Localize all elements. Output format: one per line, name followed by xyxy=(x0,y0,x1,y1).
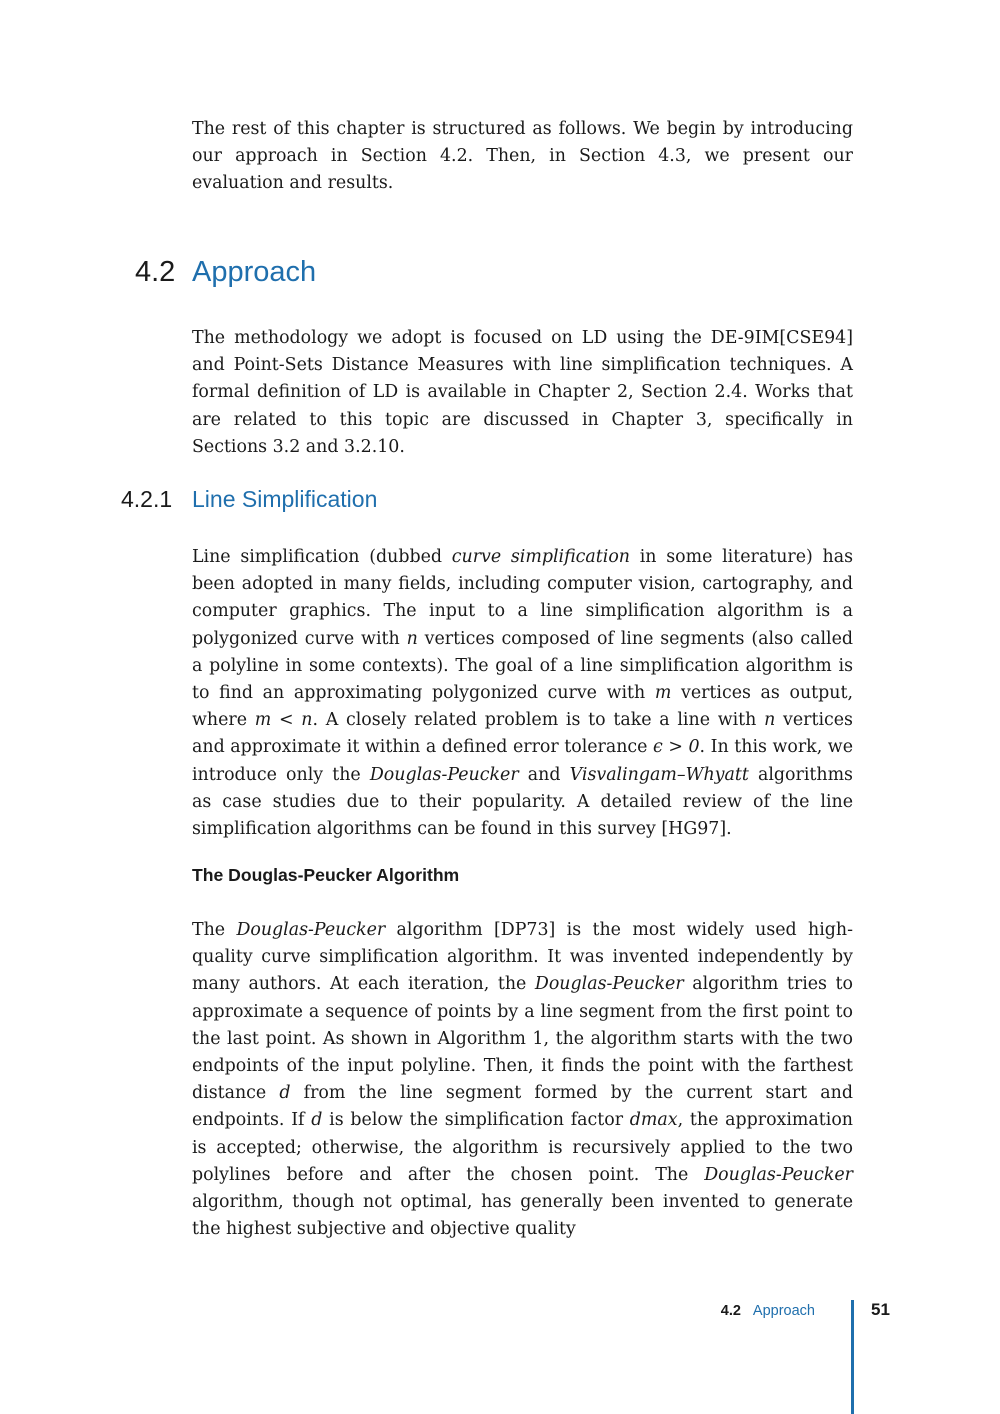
footer-section-number: 4.2 xyxy=(720,1303,741,1319)
text-run: algorithm tries to approximate a sequence of points by a line segment from the first point to the last point. As shown in Algorithm 1, the algorithm starts with the two endpoints of the input polyline. Then, it finds the point with the farthest distance xyxy=(192,974,854,1104)
section-paragraph: The methodology we adopt is focused on LD using the DE-9IM[CSE94] and Point-Sets Distance Measures with line simplification techniques. A formal definition of LD is available in Chapter 2, Section 2.4. Works that are related to this topic are discussed in Chapter 3, specifically in Sections 3.2 and 3.2.10. xyxy=(192,328,853,457)
line-simplification-paragraph xyxy=(192,544,853,843)
text-run: from the line segment formed by the current start and endpoints. If xyxy=(192,1083,853,1131)
text-run: algorithms as case studies due to their popularity. A detailed review of the line simplification algorithms can be found in this survey [HG97]. xyxy=(192,764,853,840)
math-d: d xyxy=(311,1110,323,1131)
text-run: vertices composed of line segments (also called a polyline in some contexts). The goal of a line simplification algorithm is to find an approximating polygonized curve with xyxy=(192,628,853,704)
text-run: in some literature) has been adopted in many fields, including computer vision, cartography, and computer graphics. The input to a line simplification algorithm is a polygonized curve with xyxy=(192,547,854,649)
math-m: m xyxy=(654,683,672,704)
math-n: n xyxy=(764,710,776,731)
footer-rule xyxy=(851,1300,854,1414)
math-inequality: m < n xyxy=(254,710,313,731)
math-dmax: dmax xyxy=(629,1110,678,1131)
section-heading xyxy=(135,253,316,291)
intro-paragraph: The rest of this chapter is structured as follows. We begin by introducing our approach in Section 4.2. Then, in Section 4.3, we present our evaluation and results. xyxy=(192,119,853,194)
math-epsilon: ϵ > 0 xyxy=(653,737,700,758)
text-run: . In this work, we introduce only the xyxy=(192,737,853,785)
emphasis: Douglas-Peucker xyxy=(369,764,519,785)
text-run: vertices as output, where xyxy=(192,683,853,731)
section-number: 4.2 xyxy=(135,256,176,288)
footer-section-title: Approach xyxy=(752,1303,815,1319)
section-title: Approach xyxy=(192,256,317,288)
text-run: The xyxy=(192,920,237,940)
subsection-heading xyxy=(121,484,377,514)
emphasis: Douglas-Peucker xyxy=(534,974,684,995)
page-number: 51 xyxy=(871,1300,890,1319)
subsection-number: 4.2.1 xyxy=(121,486,173,512)
subsection-title: Line Simplification xyxy=(192,486,378,512)
text-run: . A closely related problem is to take a line with xyxy=(312,710,765,731)
text-run: algorithm [DP73] is the most widely used high-quality curve simplification algorithm. It was invented independently by many authors. At each iteration, the xyxy=(192,920,853,995)
text-run: algorithm, though not optimal, has generally been invented to generate the highest subjective and objective quality xyxy=(192,1192,853,1240)
text-run: vertices and approximate it within a defined error tolerance xyxy=(192,710,853,758)
running-header xyxy=(721,1301,815,1321)
text-run: , the approximation is accepted; otherwise, the algorithm is recursively applied to the two polylines before and after the chosen point. The xyxy=(192,1110,853,1185)
emphasis: Douglas-Peucker xyxy=(704,1164,853,1185)
emphasis: Douglas-Peucker xyxy=(236,920,386,940)
page-footer xyxy=(0,1300,1000,1414)
math-d: d xyxy=(279,1083,291,1104)
emphasis: Visvalingam–Whyatt xyxy=(569,764,749,785)
subsubsection-heading: The Douglas-Peucker Algorithm xyxy=(192,865,460,885)
douglas-peucker-paragraph xyxy=(192,917,853,1243)
text-run: and xyxy=(518,764,570,785)
text-run: Line simplification (dubbed xyxy=(192,547,452,567)
math-n: n xyxy=(406,628,418,649)
text-run: is below the simplification factor xyxy=(322,1110,630,1131)
emphasis: curve simplification xyxy=(451,547,631,567)
